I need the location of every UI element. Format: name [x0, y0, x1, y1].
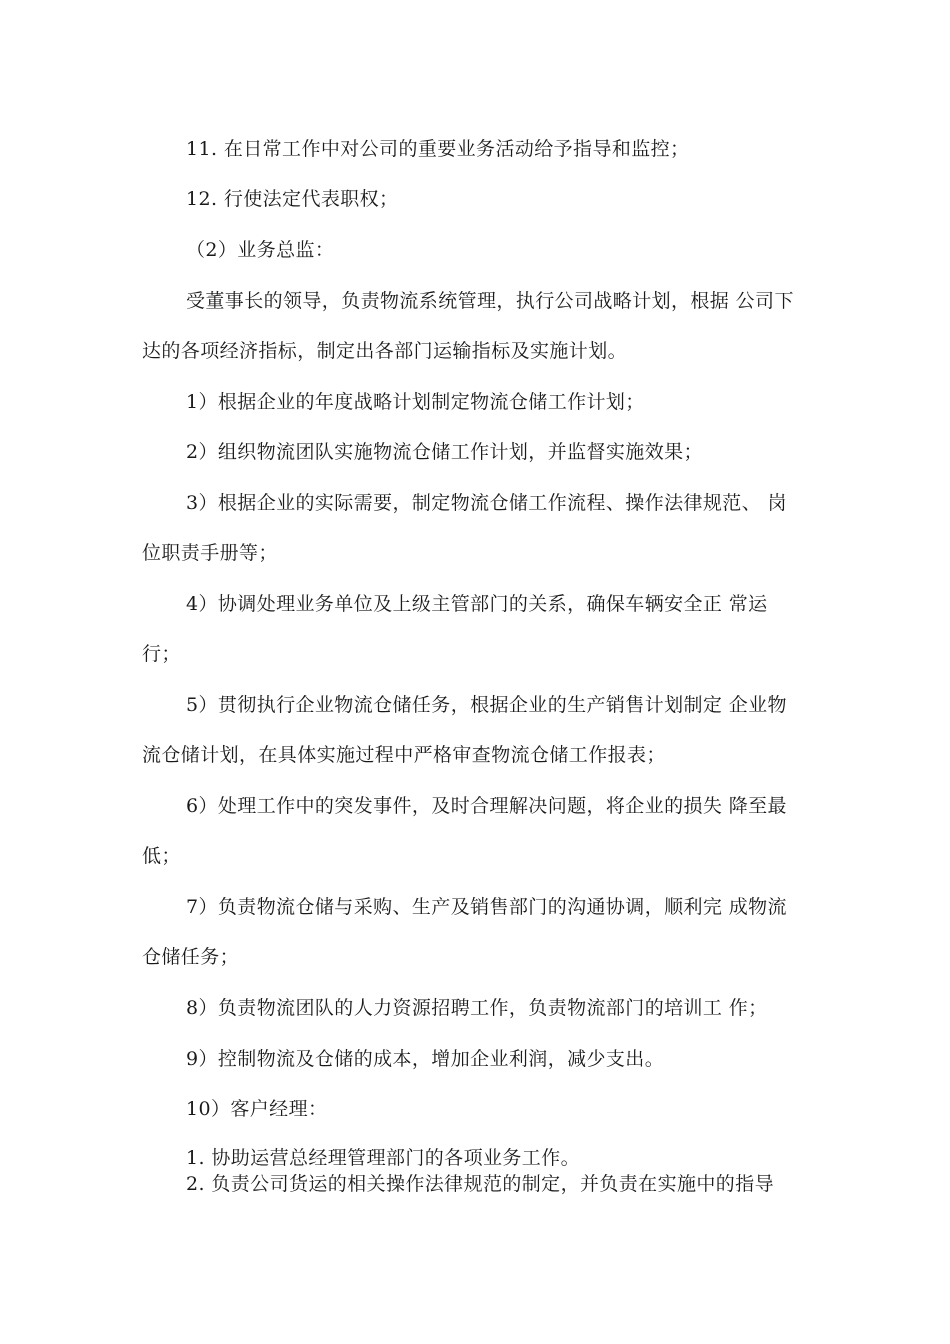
duty-item-3-line-1: 3）根据企业的实际需要，制定物流仓储工作流程、操作法律规范、 岗 — [186, 492, 787, 514]
duty-item-4-line-2: 行； — [142, 643, 181, 665]
duty-item-2: 2）组织物流团队实施物流仓储工作计划，并监督实施效果； — [186, 441, 703, 463]
paragraph-item-12: 12. 行使法定代表职权； — [186, 188, 399, 210]
section-heading-business-director: （2）业务总监： — [186, 239, 335, 261]
duty-item-7-line-1: 7）负责物流仓储与采购、生产及销售部门的沟通协调，顺利完 成物流 — [186, 896, 787, 918]
duty-item-9: 9）控制物流及仓储的成本，增加企业利润，减少支出。 — [186, 1048, 665, 1070]
section-heading-account-manager: 10）客户经理： — [186, 1098, 328, 1120]
duty-item-5-line-2: 流仓储计划，在具体实施过程中严格审查物流仓储工作报表； — [142, 744, 666, 766]
paragraph-intro-line-1: 受董事长的领导，负责物流系统管理，执行公司战略计划，根据 公司下 — [186, 290, 794, 312]
paragraph-intro-line-2: 达的各项经济指标，制定出各部门运输指标及实施计划。 — [142, 340, 628, 362]
duty-item-6-line-2: 低； — [142, 845, 181, 867]
duty-item-6-line-1: 6）处理工作中的突发事件，及时合理解决问题，将企业的损失 降至最 — [186, 795, 787, 817]
duty-item-8: 8）负责物流团队的人力资源招聘工作，负责物流部门的培训工 作； — [186, 997, 768, 1019]
duty-item-5-line-1: 5）贯彻执行企业物流仓储任务，根据企业的生产销售计划制定 企业物 — [186, 694, 787, 716]
numbered-item-2: 2. 负责公司货运的相关操作法律规范的制定，并负责在实施中的指导 — [186, 1173, 774, 1195]
duty-item-7-line-2: 仓储任务； — [142, 946, 240, 968]
paragraph-item-11: 11. 在日常工作中对公司的重要业务活动给予指导和监控； — [186, 138, 690, 160]
duty-item-1: 1）根据企业的年度战略计划制定物流仓储工作计划； — [186, 391, 645, 413]
duty-item-4-line-1: 4）协调处理业务单位及上级主管部门的关系，确保车辆安全正 常运 — [186, 593, 768, 615]
duty-item-3-line-2: 位职责手册等； — [142, 542, 278, 564]
numbered-item-1: 1. 协助运营总经理管理部门的各项业务工作。 — [186, 1147, 580, 1169]
